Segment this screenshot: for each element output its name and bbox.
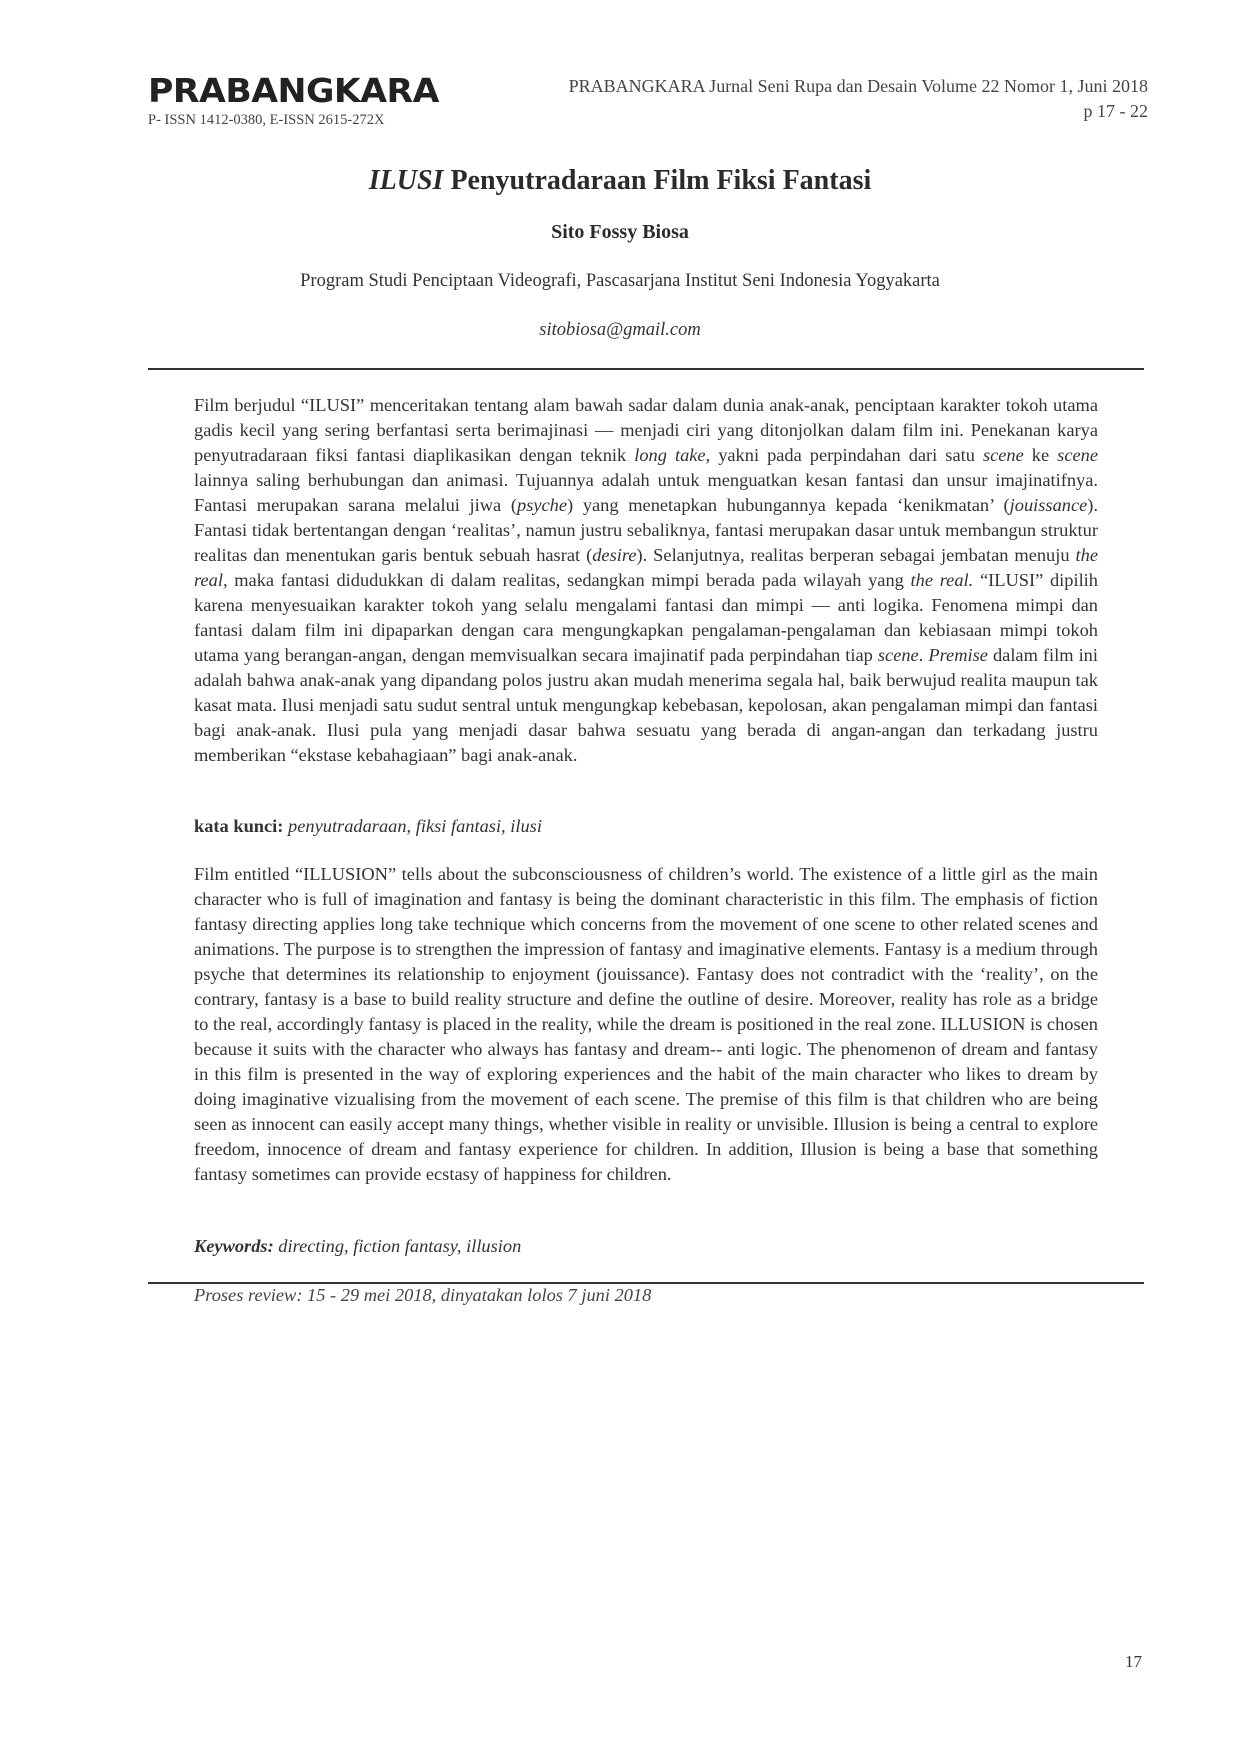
abstract-indonesian-italic-term: the real, xyxy=(194,545,1098,590)
abstract-indonesian-italic-term: scene xyxy=(1057,445,1098,465)
abstract-indonesian-italic-term: Premise xyxy=(928,645,988,665)
abstract-english: Film entitled “ILLUSION” tells about the subconsciousness of children’s world. The existence of a little girl as the main character who is full of imagination and fantasy is being the dominant characteristic in this film. The emphasis of fiction fantasy directing applies long take technique which concerns from the movement of one scene to other related scenes and animations. The purpose is to strengthen the impression of fantasy and imaginative elements. Fantasy is a medium through psyche that determines its relationship to enjoyment (jouissance). Fantasy does not contradict with the ‘reality’, on the contrary, fantasy is a base to build reality structure and define the outline of desire. Moreover, reality has role as a bridge to the real, accordingly fantasy is placed in the reality, while the dream is positioned in the real zone. ILLUSION is chosen because it suits with the character who always has fantasy and dream-- anti logic. The phenomenon of dream and fantasy in this film is presented in the way of exploring experiences and the habit of the main character who likes to dream by doing imaginative vizualising from the movement of each scene. The premise of this film is that children who are being seen as innocent can easily accept many things, whether visible in reality or unvisible. Illusion is being a central to explore freedom, innocence of dream and fantasy experience for children. In addition, Illusion is being a base that something fantasy sometimes can provide ecstasy of happiness for children. xyxy=(194,864,1098,1184)
article-title-italic: ILUSI xyxy=(368,165,444,196)
abstract-indonesian-text: “ILUSI” dipilih karena menyesuaikan karakter tokoh yang selalu mengalami fantasi dan mimpi — anti logika. Fenomena mimpi dan fantasi dalam film ini dipaparkan dengan cara mengungkapkan pengalaman-pengalaman dan kebiasaan mimpi tokoh utama yang berangan-angan, dengan memvisualkan secara imajinatif pada perpindahan tiap xyxy=(194,570,1098,665)
abstract-indonesian-text: maka fantasi didudukkan di dalam realitas, sedangkan mimpi berada pada wilayah yang xyxy=(227,570,911,590)
keywords-indonesian xyxy=(194,814,1098,839)
abstract-indonesian-italic-term: scene xyxy=(877,645,919,665)
abstract-indonesian xyxy=(194,393,1098,768)
keywords-english-label: Keywords: xyxy=(194,1236,274,1256)
abstract-indonesian-italic-term: the real. xyxy=(910,570,974,590)
keywords-english-values: directing, fiction fantasy, illusion xyxy=(278,1236,522,1256)
abstract-indonesian-italic-term: long take xyxy=(634,445,706,465)
abstract-indonesian-text: ) yang menetapkan hubungannya kepada ‘kenikmatan’ ( xyxy=(567,495,1010,515)
abstract-indonesian-text: ). Selanjutnya, realitas berperan sebagai jembatan menuju xyxy=(636,545,1076,565)
abstract-indonesian-text: . xyxy=(918,645,929,665)
keywords-indonesian-label: kata kunci: xyxy=(194,816,284,836)
article-title xyxy=(0,166,1240,197)
abstract-indonesian-text: ke xyxy=(1023,445,1058,465)
top-divider xyxy=(148,368,1144,370)
author-affiliation: Program Studi Penciptaan Videografi, Pascasarjana Institut Seni Indonesia Yogyakarta xyxy=(300,271,940,291)
abstract-indonesian-text: Film berjudul “ILUSI” menceritakan tentang alam bawah sadar dalam dunia anak-anak, penciptaan karakter tokoh utama gadis kecil yang sering berfantasi serta berimajinasi — menjadi ciri yang ditonjolkan dalam film ini. Penekanan karya penyutradaraan fiksi fantasi diaplikasikan dengan teknik xyxy=(194,395,1098,465)
abstract-indonesian-italic-term: jouissance xyxy=(1009,495,1088,515)
page-number: 17 xyxy=(1125,1652,1142,1671)
abstract-indonesian-italic-term: desire xyxy=(592,545,637,565)
issn-line: P- ISSN 1412-0380, E-ISSN 2615-272X xyxy=(148,112,385,128)
keywords-english xyxy=(194,1234,1098,1259)
journal-logo: PRABANGKARA xyxy=(148,71,439,110)
review-note: Proses review: 15 - 29 mei 2018, dinyatakan lolos 7 juni 2018 xyxy=(194,1285,652,1305)
abstract-indonesian-text: dalam film ini adalah bahwa anak-anak yang dipandang polos justru akan mudah menerima segala hal, baik berwujud realita maupun tak kasat mata. Ilusi menjadi satu sudut sentral untuk mengungkap kebebasan, kepolosan, akan pengalaman mimpi dan fantasi bagi anak-anak. Ilusi pula yang menjadi dasar bahwa sesuatu yang berada di angan-angan dan terkadang justru memberikan “ekstase kebahagiaan” bagi anak-anak. xyxy=(194,645,1098,765)
author-email: sitobiosa@gmail.com xyxy=(539,320,701,340)
abstract-indonesian-italic-term: scene xyxy=(982,445,1024,465)
abstract-indonesian-text: ). Fantasi tidak bertentangan dengan ‘realitas’, namun justru sebaliknya, fantasi merupakan dasar untuk membangun struktur realitas dan menentukan garis bentuk sebuah hasrat ( xyxy=(194,495,1099,565)
bottom-divider xyxy=(148,1282,1144,1284)
journal-info xyxy=(569,74,1148,124)
keywords-indonesian-values: penyutradaraan, fiksi fantasi, ilusi xyxy=(288,816,542,836)
article-title-rest: Penyutradaraan Film Fiksi Fantasi xyxy=(443,165,872,196)
abstract-indonesian-text: , yakni pada perpindahan dari satu xyxy=(705,445,983,465)
page-range: p 17 - 22 xyxy=(1083,101,1148,121)
author-name: Sito Fossy Biosa xyxy=(551,221,689,243)
journal-citation: PRABANGKARA Jurnal Seni Rupa dan Desain Volume 22 Nomor 1, Juni 2018 xyxy=(568,76,1148,96)
abstract-indonesian-text: lainnya saling berhubungan dan animasi. Tujuannya adalah untuk menguatkan kesan fantasi dan unsur imajinatifnya. Fantasi merupakan sarana melalui jiwa ( xyxy=(194,470,1098,515)
abstract-indonesian-italic-term: psyche xyxy=(517,495,568,515)
